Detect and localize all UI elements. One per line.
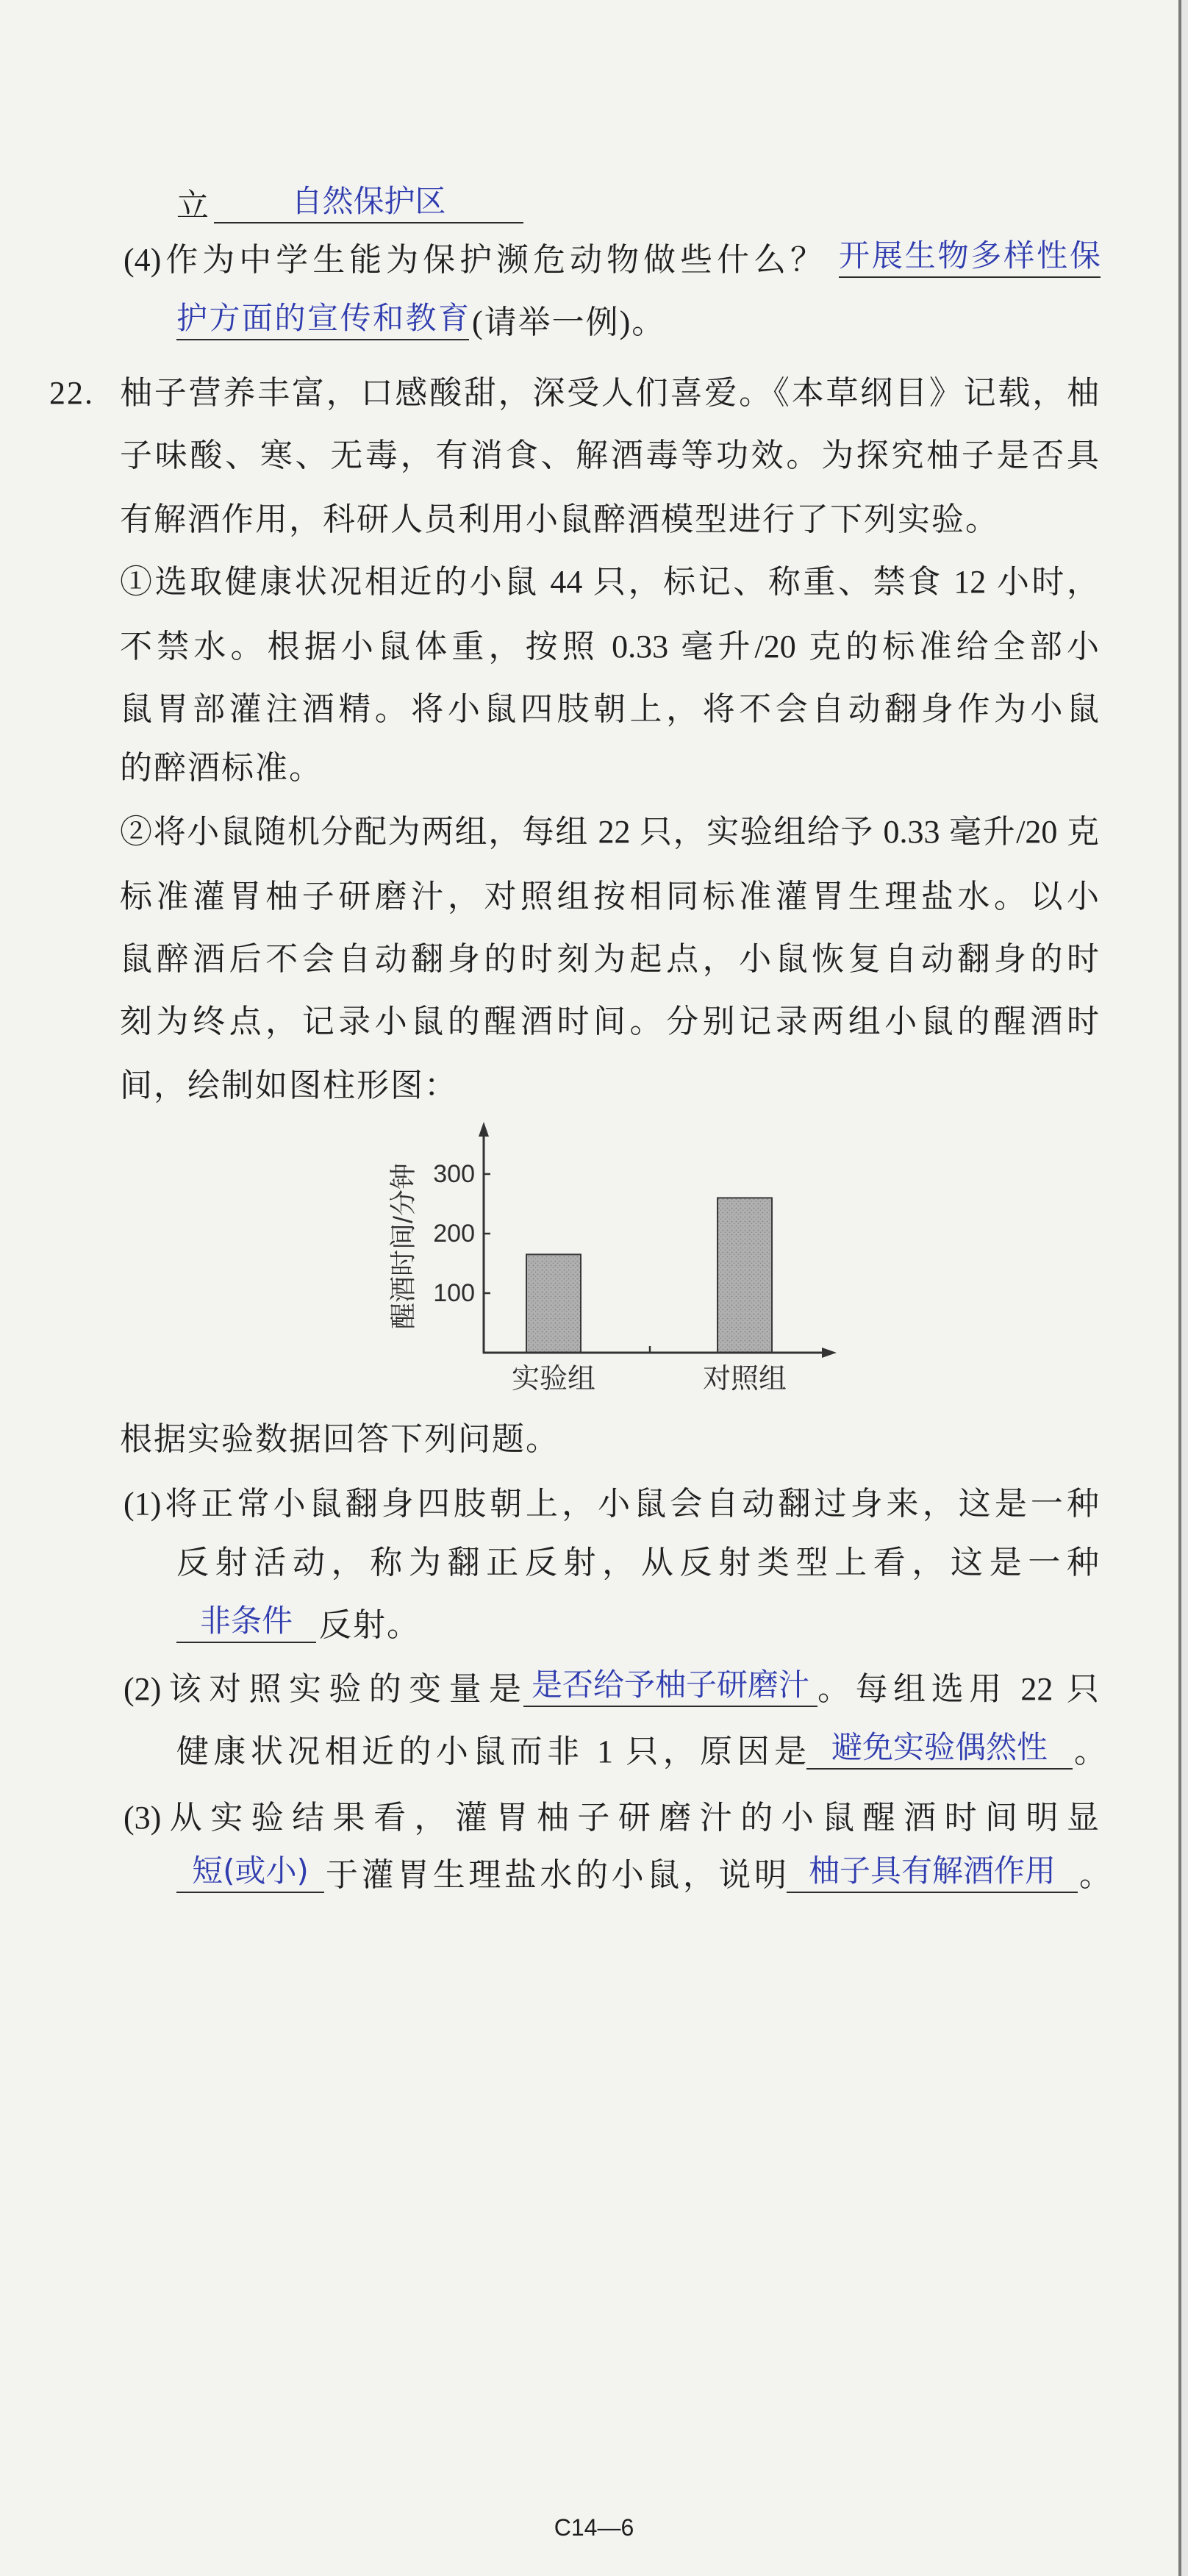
q21-sub4-answer-blank-2 <box>176 298 469 340</box>
sobering-time-bar-chart <box>382 1110 853 1404</box>
q21-sub4-question: (4)作为中学生能为保护濒危动物做些什么？ <box>124 242 823 278</box>
q22-sub3-suffix: 。 <box>1079 1857 1113 1893</box>
q22-step2-line: 间，绘制如图柱形图： <box>120 1067 458 1103</box>
q21-sub4-answer-blank-1 <box>839 235 1101 278</box>
page-number: C14—6 <box>554 2514 634 2541</box>
q22-intro-line: 子味酸、寒、无毒，有消食、解酒毒等功效。为探究柚子是否具 <box>120 437 1099 473</box>
q22-sub1-line: 反射活动，称为翻正反射，从反射类型上看，这是一种 <box>176 1545 1099 1581</box>
q22-step2-line: 刻为终点，记录小鼠的醒酒时间。分别记录两组小鼠的醒酒时 <box>120 1003 1099 1040</box>
q22-sub3-answer-blank-2 <box>787 1850 1078 1893</box>
q21-sub4-answer-text-1: 开展生物多样性保 <box>839 237 1101 273</box>
chart-bar-1 <box>526 1254 581 1353</box>
x-axis-arrow <box>822 1348 837 1358</box>
chart-x-categories <box>512 1364 787 1395</box>
q22-sub2-answer-text-1: 是否给予柚子研磨汁 <box>531 1667 809 1703</box>
chart-bar-2 <box>718 1198 772 1353</box>
q22-step2-line: 鼠醉酒后不会自动翻身的时刻为起点，小鼠恢复自动翻身的时 <box>120 941 1099 977</box>
y-axis-label: 醒酒时间/分钟 <box>387 1162 418 1330</box>
q21-line-prefix: 立 <box>176 187 210 223</box>
q22-sub3-answer-blank-1 <box>176 1850 324 1893</box>
q22-sub2-answer-blank-2 <box>806 1727 1073 1770</box>
q22-sub1-answer-text: 非条件 <box>199 1603 293 1639</box>
q22-sub2-answer-blank-1 <box>523 1664 817 1707</box>
chart-bars <box>526 1198 772 1353</box>
q21-sub4-suffix: (请举一例)。 <box>472 304 666 340</box>
page-edge-margin <box>1181 0 1188 2576</box>
chart-y-ticks <box>433 1160 490 1307</box>
q22-step1-line: 的醉酒标准。 <box>120 750 323 786</box>
q22-sub2-middle: 。每组选用 22 只 <box>817 1671 1099 1707</box>
y-tick-label: 100 <box>433 1279 475 1307</box>
q22-intro-line: 柚子营养丰富，口感酸甜，深受人们喜爱。《本草纲目》记载，柚 <box>120 375 1099 411</box>
x-category-label: 对照组 <box>702 1364 787 1395</box>
q22-sub2-prefix: (2)该对照实验的变量是 <box>124 1671 521 1707</box>
q22-step1-line: ①选取健康状况相近的小鼠 44 只，标记、称重、禁食 12 小时， <box>120 564 1099 600</box>
q22-sub2-suffix: 。 <box>1074 1734 1108 1770</box>
q22-sub2-line2-prefix: 健康状况相近的小鼠而非 1 只，原因是 <box>176 1734 806 1770</box>
y-tick-label: 200 <box>433 1220 475 1248</box>
y-tick-label: 300 <box>433 1160 475 1188</box>
q22-number: 22. <box>49 375 94 411</box>
q22-sub3-answer-text-1: 短(或小) <box>192 1853 309 1889</box>
q21-sub4-answer-text-2: 护方面的宣传和教育 <box>176 300 469 336</box>
q22-step1-line: 鼠胃部灌注酒精。将小鼠四肢朝上，将不会自动翻身作为小鼠 <box>120 691 1099 727</box>
x-category-label: 实验组 <box>511 1364 596 1395</box>
q22-sub3-answer-text-2: 柚子具有解酒作用 <box>808 1853 1056 1889</box>
q22-prompt: 根据实验数据回答下列问题。 <box>120 1421 559 1457</box>
q22-sub1-line: (1)将正常小鼠翻身四肢朝上，小鼠会自动翻过身来，这是一种 <box>124 1486 1099 1522</box>
q21-answer-blank <box>214 181 523 223</box>
q22-sub2-answer-text-2: 避免实验偶然性 <box>831 1729 1048 1765</box>
q21-answer-text: 自然保护区 <box>291 183 446 219</box>
q22-sub1-suffix: 反射。 <box>319 1607 421 1643</box>
q22-step1-line: 不禁水。根据小鼠体重，按照 0.33 毫升/20 克的标准给全部小 <box>120 629 1099 665</box>
q22-sub3-middle: 于灌胃生理盐水的小鼠，说明 <box>326 1857 787 1893</box>
q22-intro-line: 有解酒作用，科研人员利用小鼠醉酒模型进行了下列实验。 <box>120 501 999 537</box>
q22-step2-line: 标准灌胃柚子研磨汁，对照组按相同标准灌胃生理盐水。以小 <box>120 879 1099 915</box>
y-axis-arrow <box>479 1122 489 1137</box>
q22-step2-line: ②将小鼠随机分配为两组，每组 22 只，实验组给予 0.33 毫升/20 克 <box>120 814 1099 850</box>
q22-sub1-answer-blank <box>176 1600 316 1643</box>
q22-sub3-line1: (3)从实验结果看，灌胃柚子研磨汁的小鼠醒酒时间明显 <box>124 1800 1099 1836</box>
